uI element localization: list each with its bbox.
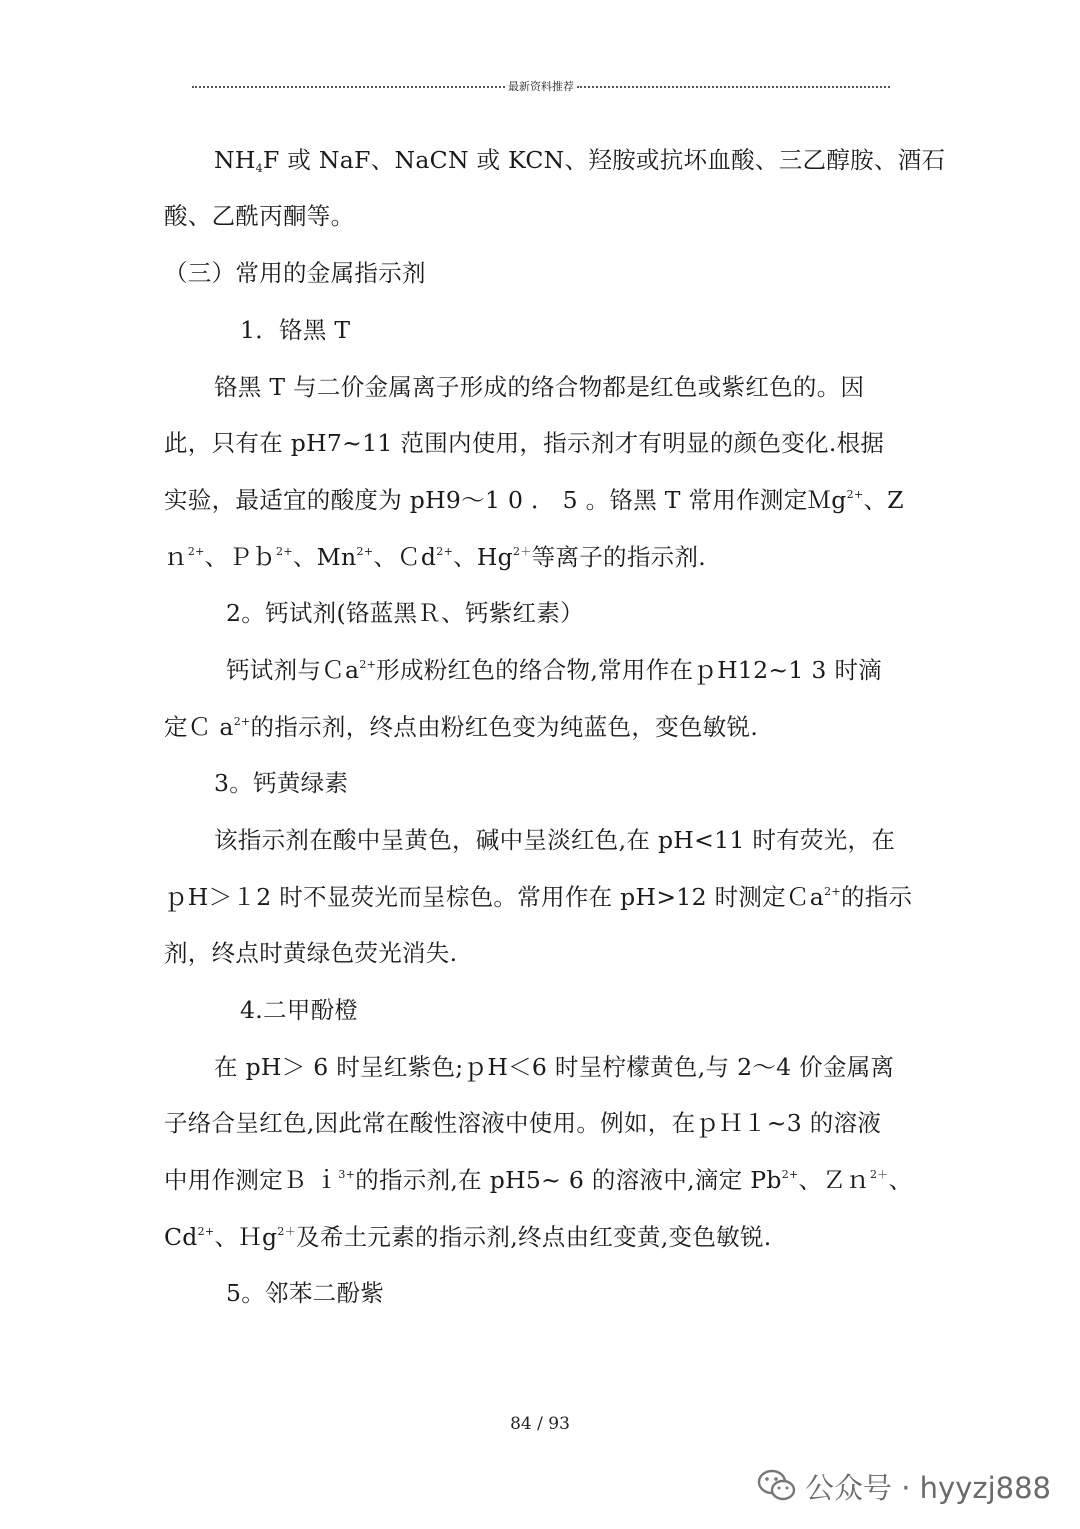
text-line: 剂，终点时黄绿色荧光消失. <box>164 939 458 967</box>
item-heading: 1．铬黑 T <box>240 316 351 344</box>
header-dots-right <box>577 86 890 88</box>
item-heading: 5。邻苯二酚紫 <box>226 1279 385 1307</box>
text-line: ｐH＞１2 时不显荧光而呈棕色。常用作在 pH>12 时测定Ｃa$^{2+}$的指示 <box>164 883 913 911</box>
header-dots-left <box>192 86 505 88</box>
wechat-icon <box>757 1469 797 1503</box>
text-line: 中用作测定Ｂ ｉ$^{3+}$的指示剂,在 pH5~ 6 的溶液中,滴定 $Pb^{2+}$、Ｚｎ$^{2+}$、 <box>164 1166 913 1194</box>
text-line: $Cd^{2+}$、Ｈg$^{2+}$及希土元素的指示剂,终点由红变黄,变色敏锐. <box>164 1223 772 1251</box>
item-heading: 3。钙黄绿素 <box>214 769 349 797</box>
text-line: $NH_4F$ 或 NaF、NaCN 或 KCN、羟胺或抗坏血酸、三乙醇胺、酒石 <box>214 146 946 175</box>
text-line: 该指示剂在酸中呈黄色，碱中呈淡红色,在 pH<11 时有荧光，在 <box>214 826 896 854</box>
text-line: 在 pH＞ 6 时呈红紫色;ｐH＜6 时呈柠檬黄色,与 2～4 价金属离 <box>214 1053 895 1081</box>
text-line: ｎ$^{2+}$、Ｐｂ$^{2+}$、$Mn^{2+}$、Ｃd$^{2+}$、$Hg^{2+}$等离子的指示剂. <box>164 543 707 571</box>
page-header <box>192 76 890 96</box>
text-line: 此，只有在 pH7~11 范围内使用，指示剂才有明显的颜色变化.根据 <box>164 429 885 457</box>
text-line: 酸、乙酰丙酮等。 <box>164 202 355 230</box>
text-line: 实验，最适宜的酸度为 pH9～1 0 ． 5 。铬黑 T 常用作测定Ｍg$^{2+}$、Z <box>164 486 904 514</box>
text-line: 钙试剂与Ｃa$^{2+}$形成粉红色的络合物,常用作在ｐH12~1 3 时滴 <box>226 656 883 684</box>
watermark-text: 公众号 · hyyzj888 <box>805 1470 1051 1505</box>
text-line: 定Ｃ $a^{2+}$的指示剂，终点由粉红色变为纯蓝色，变色敏锐. <box>164 713 759 741</box>
item-heading: 4.二甲酚橙 <box>240 996 359 1024</box>
watermark <box>757 1462 1051 1510</box>
page-number: 84 / 93 <box>510 1414 570 1434</box>
text-line: 铬黑 T 与二价金属离子形成的络合物都是红色或紫红色的。因 <box>214 373 865 401</box>
item-heading: 2。钙试剂(铬蓝黑Ｒ、钙紫红素） <box>226 599 584 627</box>
text-line: 子络合呈红色,因此常在酸性溶液中使用。例如，在ｐＨ１~3 的溶液 <box>164 1109 882 1137</box>
header-title: 最新资料推荐 <box>508 80 574 93</box>
section-heading: （三）常用的金属指示剂 <box>164 259 426 287</box>
